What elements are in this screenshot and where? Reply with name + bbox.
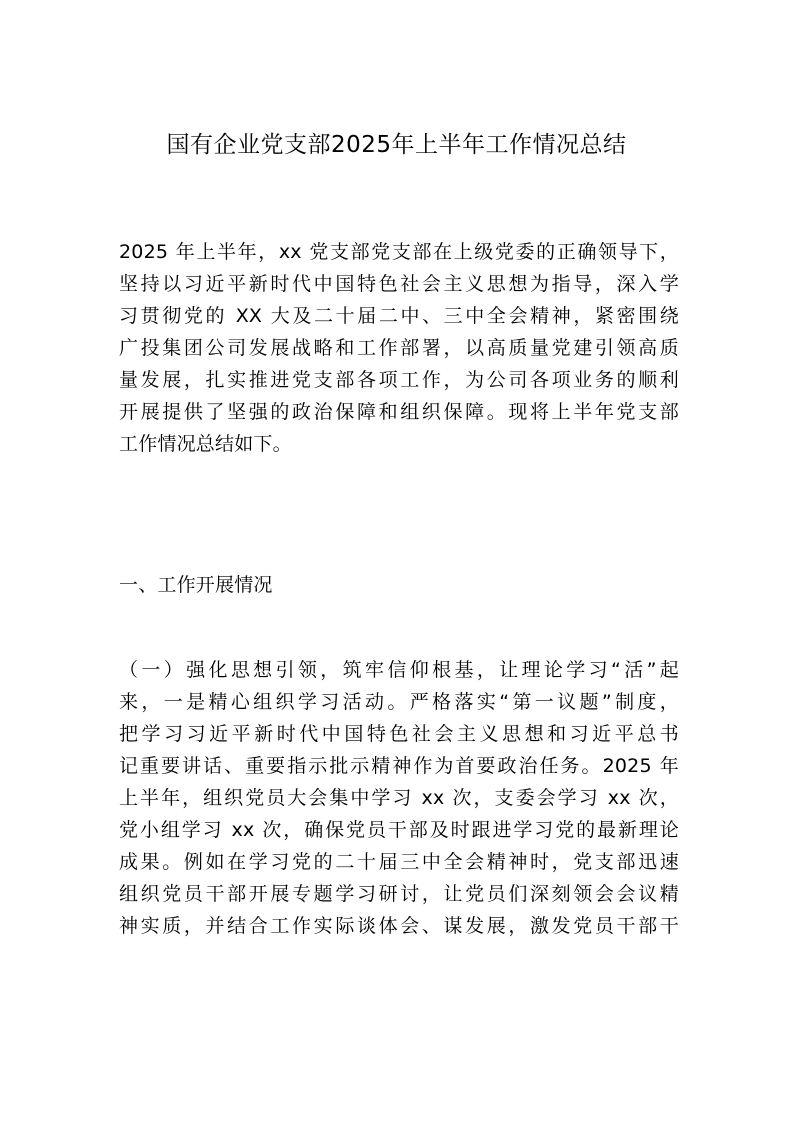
section-1-paragraph: [119, 654, 679, 942]
intro-line-2: 坚持以习近平新时代中国特色社会主义思想为指导，深入学: [119, 273, 679, 295]
intro-paragraph: [119, 236, 679, 460]
section-1-line-7: 成果。例如在学习党的二十届三中全会精神时，党支部迅速: [119, 851, 679, 873]
section-1-line-2: 来，一是精心组织学习活动。严格落实“第一议题”制度，: [119, 691, 679, 713]
intro-line-5: 量发展，扎实推进党支部各项工作，为公司各项业务的顺利: [119, 369, 679, 391]
intro-line-1: 2025 年上半年，xx 党支部党支部在上级党委的正确领导下，: [119, 241, 679, 263]
section-1-line-6: 党小组学习 xx 次，确保党员干部及时跟进学习党的最新理论: [119, 819, 679, 841]
intro-line-4: 广投集团公司发展战略和工作部署，以高质量党建引领高质: [119, 337, 679, 359]
section-1-line-3: 把学习习近平新时代中国特色社会主义思想和习近平总书: [119, 723, 679, 745]
section-1-line-8: 组织党员干部开展专题学习研讨，让党员们深刻领会会议精: [119, 883, 679, 905]
intro-line-3: 习贯彻党的 XX 大及二十届二中、三中全会精神，紧密围绕: [119, 305, 679, 327]
section-heading: [119, 569, 679, 601]
intro-line-7: 工作情况总结如下。: [119, 433, 292, 455]
section-1-line-1: （一）强化思想引领，筑牢信仰根基，让理论学习“活”起: [119, 659, 679, 681]
document-title: 国有企业党支部2025年上半年工作情况总结: [166, 132, 627, 158]
section-heading-text: 一、工作开展情况: [119, 574, 273, 596]
section-1-line-9: 神实质，并结合工作实际谈体会、谋发展，激发党员干部干: [119, 915, 679, 937]
section-1-line-5: 上半年，组织党员大会集中学习 xx 次，支委会学习 xx 次，: [119, 787, 679, 809]
section-1-line-4: 记重要讲话、重要指示批示精神作为首要政治任务。2025 年: [119, 755, 679, 777]
intro-line-6: 开展提供了坚强的政治保障和组织保障。现将上半年党支部: [119, 401, 679, 423]
